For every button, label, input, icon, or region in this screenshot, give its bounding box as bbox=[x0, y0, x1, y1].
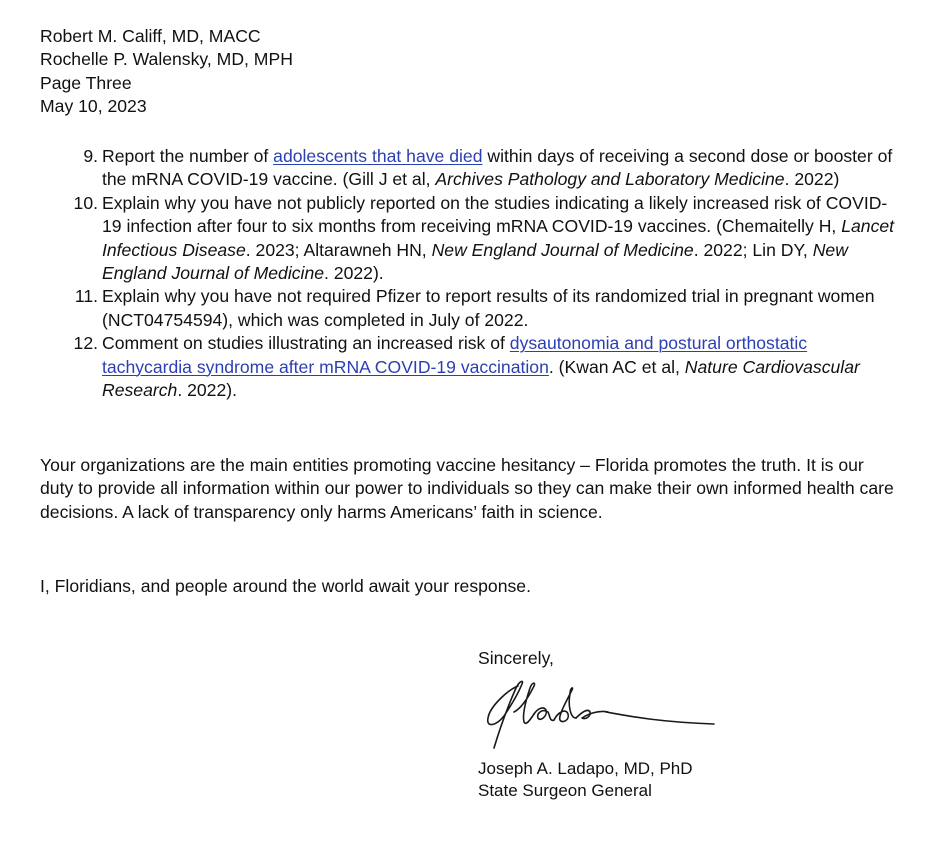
list-item bbox=[40, 192, 900, 286]
text-run: Report the number of bbox=[102, 146, 274, 166]
list-item bbox=[40, 332, 900, 402]
text-run: Explain why you have not publicly reported on the studies indicating a likely increased risk of COVID-19 infection after four to six months from receiving mRNA COVID-19 vaccines. (Chemaitelly H, bbox=[102, 192, 888, 237]
signature-stroke bbox=[534, 708, 554, 720]
list-item-number: 11. bbox=[74, 286, 98, 307]
dysautonomia-pots-link[interactable]: dysautonomia and postural orthostatic tachycardia syndrome after mRNA COVID-19 vaccination bbox=[102, 333, 808, 377]
journal-title: Nature Cardiovascular Research bbox=[102, 356, 860, 401]
list-item bbox=[40, 285, 900, 332]
text-run: Comment on studies illustrating an increased risk of bbox=[102, 333, 510, 354]
closing-salutation: Sincerely, bbox=[478, 648, 554, 668]
body-paragraph-transparency: Your organizations are the main entities promoting vaccine hesitancy – Florida promotes the truth. It is our duty to provide all information within our power to individuals so they can make their own informed health care decisions. A lack of transparency only harms Americans’ faith in science. bbox=[40, 455, 894, 522]
list-item-number: 12. bbox=[73, 333, 98, 354]
signature-stroke bbox=[514, 683, 535, 723]
signature-stroke bbox=[554, 688, 576, 722]
recipient-line-2: Rochelle P. Walensky, MD, MPH bbox=[40, 49, 293, 70]
journal-title: Archives Pathology and Laboratory Medicine bbox=[435, 169, 785, 190]
list-item-text bbox=[102, 285, 900, 332]
text-run: . 2022) bbox=[784, 169, 840, 190]
journal-title: New England Journal of Medicine bbox=[431, 239, 694, 260]
signature-stroke bbox=[576, 710, 608, 718]
list-item-number: 9. bbox=[83, 146, 98, 166]
journal-title: New England Journal of Medicine bbox=[102, 239, 848, 284]
letter-date: May 10, 2023 bbox=[40, 96, 147, 117]
recipient-line-1: Robert M. Califf, MD, MACC bbox=[40, 26, 261, 46]
text-run: . 2022). bbox=[177, 380, 237, 401]
text-run: Explain why you have not required Pfizer to report results of its randomized trial in pregnant women (NCT04754594), which was completed in July of 2022. bbox=[102, 286, 875, 330]
signature-stroke bbox=[606, 712, 714, 724]
list-item bbox=[40, 145, 900, 192]
list-item-text bbox=[102, 145, 900, 192]
list-item-text bbox=[102, 192, 900, 286]
text-run: . 2023; Altarawneh HN, bbox=[245, 239, 432, 260]
signer-name: Joseph A. Ladapo, MD, PhD bbox=[478, 759, 693, 778]
numbered-request-list bbox=[40, 145, 900, 402]
handwritten-signature bbox=[478, 672, 728, 756]
body-paragraph-await-response: I, Floridians, and people around the world await your response. bbox=[40, 576, 531, 596]
list-item-number: 10. bbox=[73, 192, 98, 213]
list-item-text bbox=[102, 332, 900, 402]
journal-title: Lancet Infectious Disease bbox=[102, 216, 895, 260]
letter-header bbox=[40, 25, 293, 119]
signer-title: State Surgeon General bbox=[478, 781, 652, 800]
text-run: . 2022; Lin DY, bbox=[693, 239, 813, 260]
signature-block bbox=[478, 758, 693, 802]
text-run: within days of receiving a second dose or booster of the mRNA COVID-19 vaccine. (Gill J et al, bbox=[102, 146, 893, 190]
signature-stroke bbox=[488, 681, 523, 748]
adolescents-died-link[interactable]: adolescents that have died bbox=[273, 146, 483, 166]
text-run: . (Kwan AC et al, bbox=[548, 356, 685, 377]
text-run: . 2022). bbox=[324, 263, 384, 284]
page-label: Page Three bbox=[40, 72, 132, 93]
